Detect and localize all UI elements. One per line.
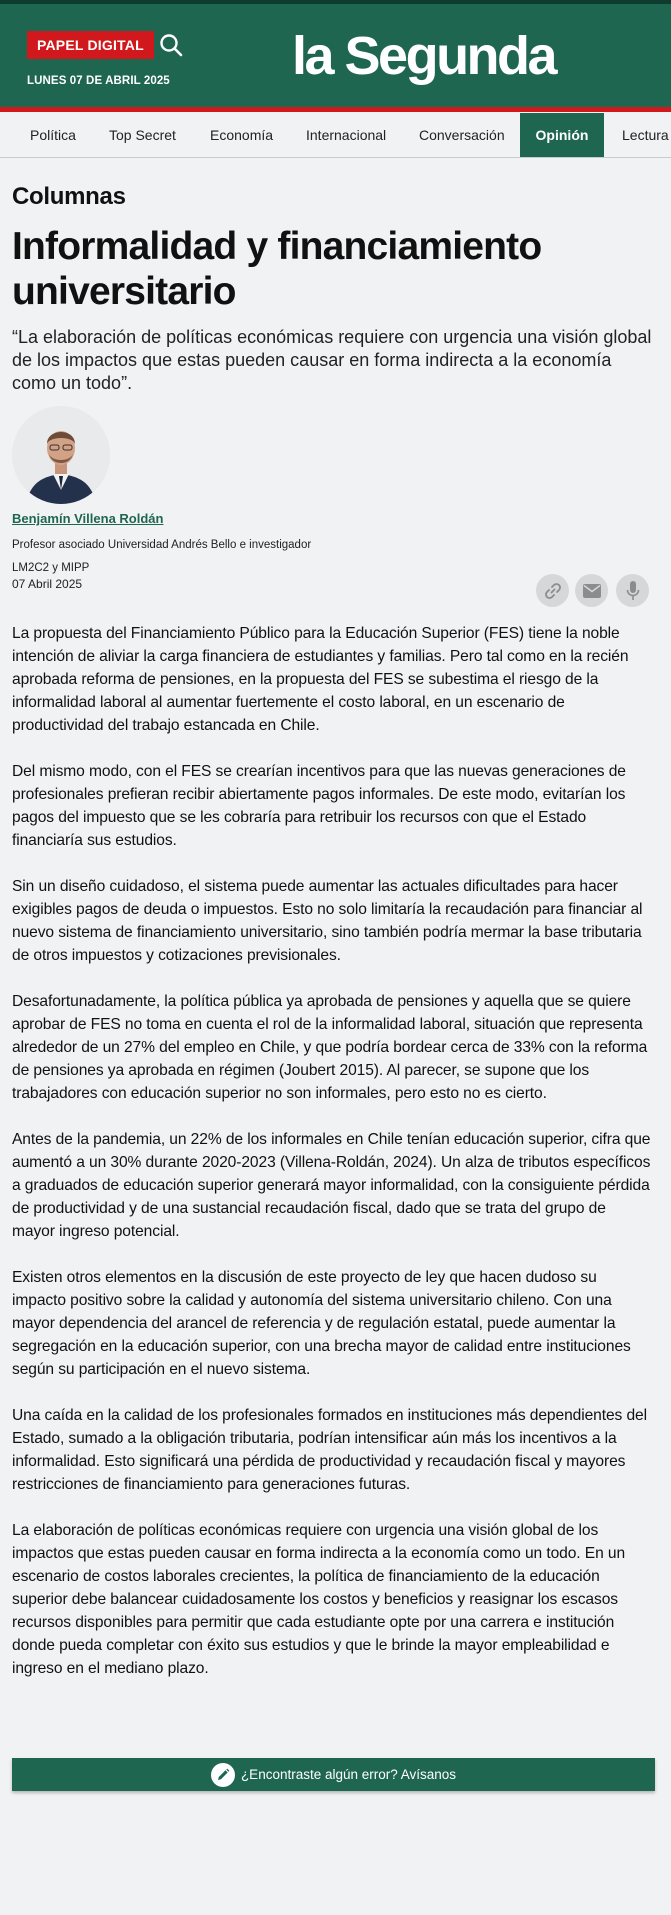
article-paragraph: Desafortunadamente, la política pública ya aprobada de pensiones y aquella que se quiere aprobar de FES no toma en cuenta el rol de la informalidad laboral, situación que representa alrededor de un 27% del empleo en Chile, y que podría bordear cerca de 33% con la reforma de pensiones ya aprobada en régimen (Joubert 2015). Al parecer, se supone que los trabajadores con educación superior no son informales, pero esto no es cierto.: [12, 993, 648, 1102]
report-error-label: ¿Encontraste algún error? Avísanos: [240, 1767, 457, 1782]
nav-item-economia[interactable]: Economía: [210, 127, 274, 143]
article-lead: “La elaboración de políticas económicas requiere con urgencia una visión global de los impactos que estas pueden causar en forma indirecta a la economía como un todo”.: [12, 327, 652, 393]
papel-digital-button[interactable]: PAPEL DIGITAL: [27, 31, 154, 59]
nav-item-politica[interactable]: Política: [30, 127, 76, 143]
nav-item-conversacion[interactable]: Conversación: [419, 127, 505, 143]
search-icon[interactable]: [158, 32, 184, 58]
article-body: [12, 622, 652, 1703]
site-header: [0, 0, 671, 111]
nav-item-opinion[interactable]: Opinión: [520, 113, 604, 158]
article-paragraph: Antes de la pandemia, un 22% de los informales en Chile tenían educación superior, cifra que aumentó a un 30% durante 2020-2023 (Villena-Roldán, 2024). Un alza de tributos específicos a graduados de educación superior generará mayor informalidad, con la consiguiente pérdida de productividad y de una sustancial recaudación fiscal, dado que se trata del grupo de mayor ingreso potencial.: [12, 1131, 651, 1240]
pencil-icon: [211, 1763, 235, 1787]
site-logo[interactable]: la Segunda: [292, 26, 556, 86]
nav-item-internacional[interactable]: Internacional: [306, 127, 387, 143]
author-name-link[interactable]: Benjamín Villena Roldán: [12, 511, 164, 526]
author-role: Profesor asociado Universidad Andrés Bello e investigador LM2C2 y MIPP: [12, 539, 312, 574]
article-paragraph: Del mismo modo, con el FES se crearían incentivos para que las nuevas generaciones de profesionales prefieran recibir abiertamente pagos informales. De este modo, evitarían los pagos del impuesto que se les cobraría para retribuir los recursos con que el Estado financiaría sus estudios.: [12, 763, 626, 849]
publish-date: 07 Abril 2025: [12, 577, 83, 591]
mail-icon: [583, 584, 601, 598]
nav-item-top-secret[interactable]: Top Secret: [109, 127, 176, 143]
section-label[interactable]: Columnas: [12, 183, 126, 210]
article-paragraph: Existen otros elementos en la discusión de este proyecto de ley que hacen dudoso su impacto positivo sobre la calidad y autonomía del sistema universitario chileno. Con una mayor dependencia del arancel de referencia y de regulación estatal, puede aumentar la segregación en la educación superior, con una brecha mayor de calidad entre instituciones según su participación en el nuevo sistema.: [12, 1269, 631, 1378]
main-nav: [0, 113, 671, 158]
author-avatar[interactable]: [12, 406, 110, 504]
email-share-button[interactable]: [575, 574, 608, 607]
report-error-button[interactable]: [12, 1758, 655, 1791]
copy-link-button[interactable]: [536, 574, 569, 607]
header-date: LUNES 07 DE ABRIL 2025: [27, 75, 170, 87]
audio-button[interactable]: [616, 574, 649, 607]
link-icon: [544, 582, 562, 600]
header-divider: [0, 107, 671, 112]
article-paragraph: La propuesta del Financiamiento Público para la Educación Superior (FES) tiene la noble intención de aliviar la carga financiera de estudiantes y familias. Pero tal como en la recién aprobada reforma de pensiones, en la propuesta del FES se subestima el riesgo de la informalidad laboral al aumentar fuertemente el costo laboral, en un escenario de productividad del trabajo estancada en Chile.: [12, 625, 629, 734]
nav-item-lectura[interactable]: Lectura: [622, 127, 669, 143]
article-title: Informalidad y financiamiento universitario: [12, 225, 542, 313]
article-paragraph: La elaboración de políticas económicas requiere con urgencia una visión global de los impactos que estas pueden causar en forma indirecta a la economía como un todo. En un escenario de costos laborales crecientes, la política de financiamiento de la educación superior debe balancear cuidadosamente los costos y beneficios y reasignar los escasos recursos disponibles para permitir que cada estudiante opte por una carrera e institución donde pueda completar con éxito sus estudios y que le brinde la mayor empleabilidad e ingreso en el mediano plazo.: [12, 1522, 626, 1677]
article-paragraph: Sin un diseño cuidadoso, el sistema puede aumentar las actuales dificultades para hacer exigibles pagos de deuda o impuestos. Esto no solo limitaría la recaudación para financiar al nuevo sistema de financiamiento universitario, sino también podría mermar la base tributaria de otros impuestos y cotizaciones previsionales.: [12, 878, 643, 964]
article-paragraph: Una caída en la calidad de los profesionales formados en instituciones más dependientes del Estado, sumado a la obligación tributaria, podrían intensificar aún más los incentivos a la informalidad. Esto significará una pérdida de productividad y recaudación fiscal y mayores restricciones de financiamiento para generaciones futuras.: [12, 1407, 647, 1493]
microphone-icon: [626, 581, 640, 601]
